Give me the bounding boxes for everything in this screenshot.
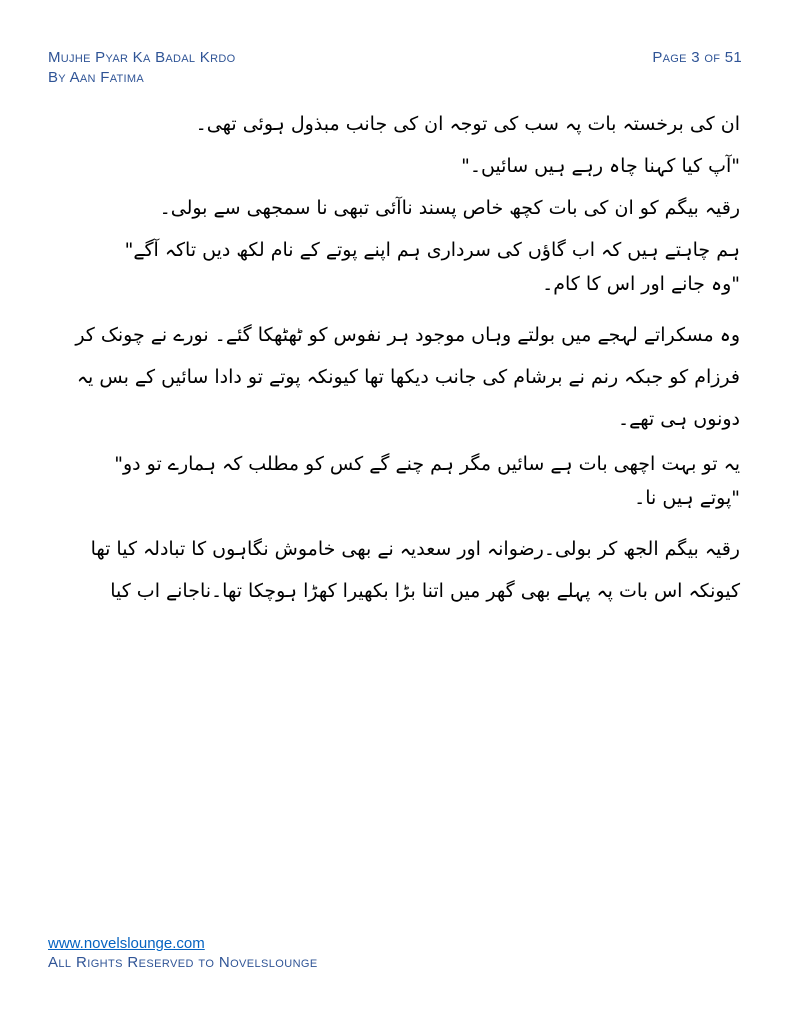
novel-title: Mujhe Pyar Ka Badal Krdo <box>48 49 236 66</box>
document-footer <box>48 934 548 973</box>
paragraph: "وہ جانے اور اس کا کام۔ <box>542 273 740 295</box>
paragraph: ہم چاہتے ہیں کہ اب گاؤں کی سرداری ہم اپنے پوتے کے نام لکھ دیں تاکہ آگے" <box>124 239 740 261</box>
paragraph: "پوتے ہیں نا۔ <box>634 487 740 509</box>
paragraph: رقیہ بیگم الجھ کر بولی۔رضوانہ اور سعدیہ نے بھی خاموش نگاہوں کا تبادلہ کیا تھا کیونکہ اس بات پہ پہلے بھی گھر میں اتنا بڑا بکھیرا کھڑا ہوچکا تھا۔ناجانے اب کیا <box>90 538 740 602</box>
paragraph: وہ مسکراتے لہجے میں بولتے وہاں موجود ہر نفوس کو ٹھٹھکا گئے۔ نورے نے چونک کر فرزام کو جبکہ رنم نے برشام کی جانب دیکھا تھا کیونکہ پوتے تو دادا سائیں کے بس یہ دونوں ہی تھے۔ <box>75 324 740 430</box>
paragraph: یہ تو بہت اچھی بات ہے سائیں مگر ہم چنے گے کس کو مطلب کہ ہمارے تو دو" <box>114 453 740 475</box>
page-indicator: Page 3 of 51 <box>652 49 742 66</box>
novel-body <box>40 112 740 630</box>
paragraph: "آپ کیا کہنا چاہ رہے ہیں سائیں۔" <box>461 155 740 177</box>
rights-notice: All Rights Reserved to Novelslounge <box>48 954 318 971</box>
paragraph: رقیہ بیگم کو ان کی بات کچھ خاص پسند ناآئی تبھی نا سمجھی سے بولی۔ <box>159 197 740 219</box>
novel-author: By Aan Fatima <box>48 69 144 86</box>
document-header <box>48 48 408 88</box>
paragraph: ان کی برخستہ بات پہ سب کی توجہ ان کی جانب مبذول ہوئی تھی۔ <box>195 113 740 135</box>
website-link[interactable]: www.novelslounge.com <box>48 935 205 952</box>
